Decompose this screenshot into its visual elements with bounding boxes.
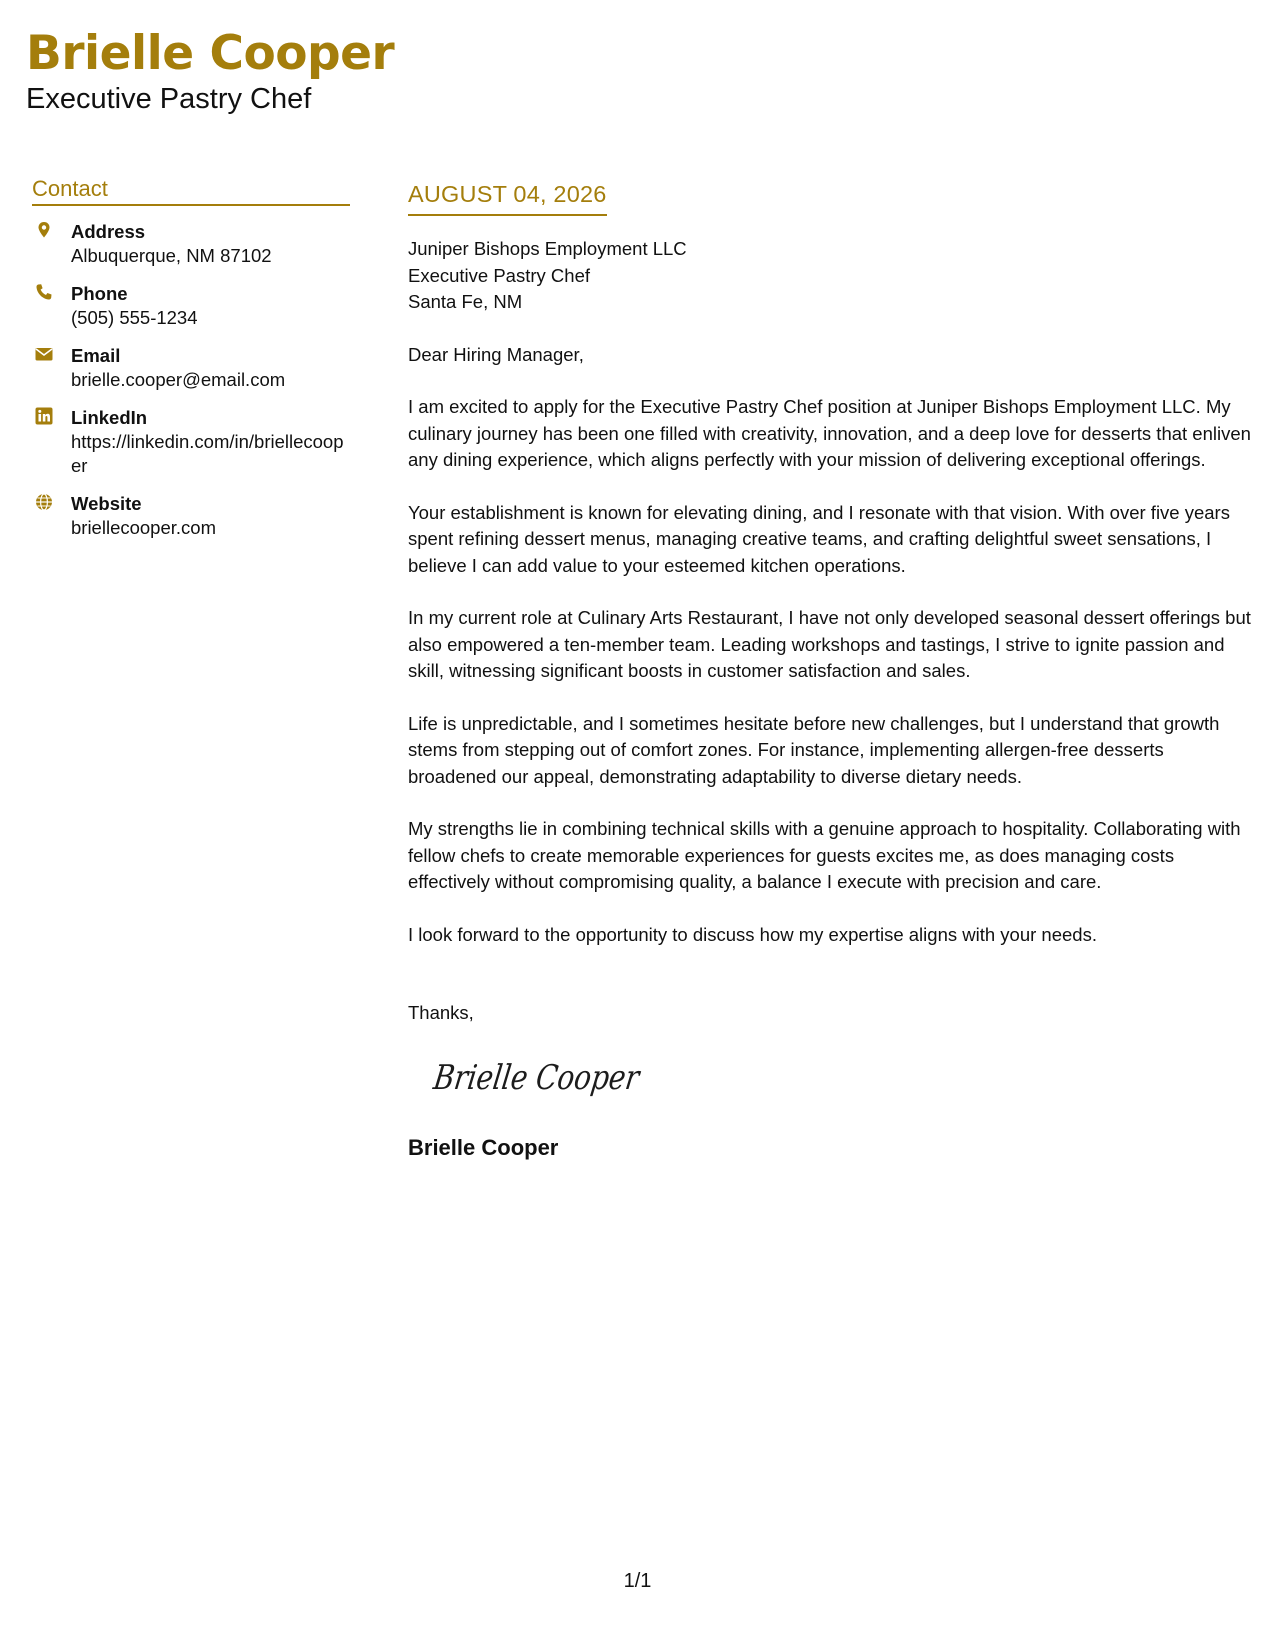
globe-icon: [35, 493, 53, 511]
contact-value: brielle.cooper@email.com: [71, 369, 286, 390]
recipient-location: Santa Fe, NM: [408, 291, 523, 312]
contact-website: [32, 492, 350, 540]
contact-label: Email: [71, 345, 121, 366]
contact-phone: [32, 282, 350, 330]
phone-icon: [35, 283, 53, 301]
contact-value[interactable]: briellecooper.com: [71, 517, 216, 538]
salutation: Dear Hiring Manager,: [408, 343, 584, 365]
contact-value: Albuquerque, NM 87102: [71, 245, 272, 266]
contact-linkedin: [32, 406, 350, 478]
contact-label: LinkedIn: [71, 407, 148, 428]
closing: Thanks,: [408, 1002, 474, 1023]
contact-email: [32, 344, 350, 392]
linkedin-icon: [35, 407, 53, 425]
body-paragraph: In my current role at Culinary Arts Restaurant, I have not only developed seasonal dessert offerings but also empowered a ten-member team. Leading workshops and tastings, I strive to ignite passion and skill, witnessing significant boosts in customer satisfaction and sales.: [408, 607, 1251, 681]
header: [26, 26, 394, 116]
contact-sidebar: [32, 176, 350, 540]
contact-label: Address: [71, 221, 146, 242]
contact-value: (505) 555-1234: [71, 307, 198, 328]
body-paragraph: I am excited to apply for the Executive Pastry Chef position at Juniper Bishops Employment LLC. My culinary journey has been one filled with creativity, innovation, and a deep love for desserts that enliven any dining experience, which aligns perfectly with your mission of delivering exceptional offerings.: [408, 396, 1251, 470]
recipient-block: [408, 236, 1254, 316]
contact-label: Website: [71, 493, 142, 514]
recipient-company: Juniper Bishops Employment LLC: [408, 238, 687, 259]
signer-name: Brielle Cooper: [408, 1135, 559, 1160]
recipient-position: Executive Pastry Chef: [408, 264, 590, 286]
contact-value[interactable]: https://linkedin.com/in/briellecooper: [71, 431, 344, 476]
letter-date: AUGUST 04, 2026: [408, 181, 607, 207]
candidate-name: Brielle Cooper: [26, 26, 395, 81]
envelope-icon: [35, 345, 53, 363]
body-paragraph: My strengths lie in combining technical skills with a genuine approach to hospitality. Collaborating with fellow chefs to create memorable experiences for guests excites me, as does managing costs effectively without compromising quality, a balance I execute with precision and care.: [408, 818, 1241, 892]
body-paragraph: Your establishment is known for elevating dining, and I resonate with that vision. With over five years spent refining dessert menus, managing creative teams, and crafting delightful sweet sensations, I believe I can add value to your esteemed kitchen operations.: [408, 501, 1230, 576]
map-pin-icon: [35, 221, 53, 239]
svg-text:Brielle Cooper: Brielle Cooper: [431, 1057, 687, 1098]
page-number: 1/1: [623, 1570, 652, 1592]
letter-body: [408, 180, 1254, 1162]
body-paragraph: I look forward to the opportunity to discuss how my expertise aligns with your needs.: [408, 923, 1097, 945]
signature-image: [431, 1049, 687, 1107]
date-block: [408, 180, 607, 216]
contact-heading: Contact: [32, 176, 350, 206]
candidate-title: Executive Pastry Chef: [26, 83, 312, 115]
body-paragraph: Life is unpredictable, and I sometimes hesitate before new challenges, but I understand that growth stems from stepping out of comfort zones. For instance, implementing allergen-free desserts broadened our appeal, demonstrating adaptability to diverse dietary needs.: [408, 712, 1220, 787]
contact-label: Phone: [71, 283, 128, 304]
contact-address: [32, 220, 350, 268]
